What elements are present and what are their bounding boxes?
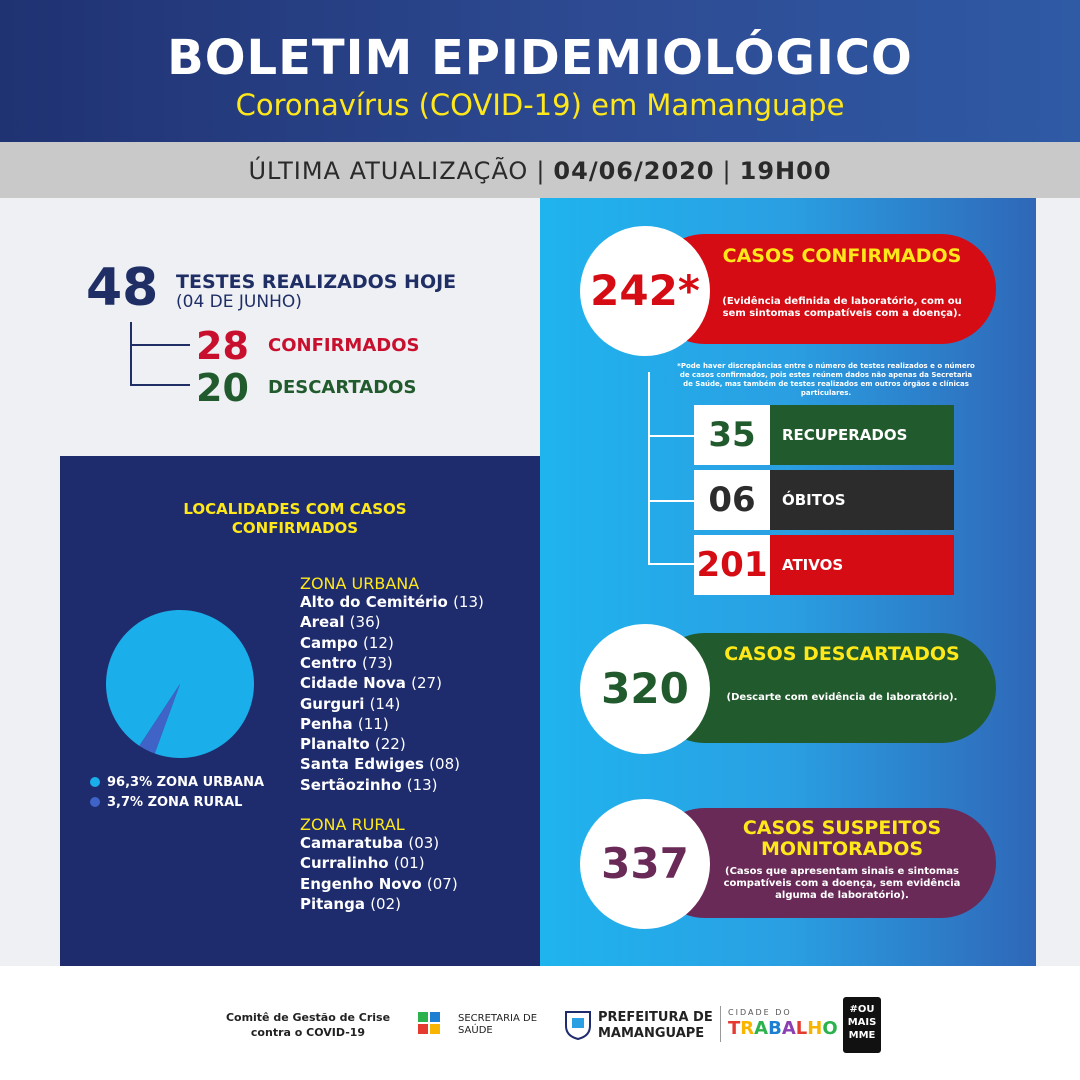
- cidade-logo-letter: H: [807, 1018, 823, 1039]
- active-label: ATIVOS: [770, 535, 954, 595]
- locality-count: (13): [406, 775, 438, 794]
- secretaria-line-1: SECRETARIA DE: [458, 1013, 538, 1024]
- footer-divider: [720, 1006, 721, 1042]
- discarded-value: 320: [580, 624, 710, 754]
- cidade-logo-letter: A: [781, 1018, 796, 1039]
- footer: [0, 966, 1080, 1080]
- suspect-description: (Casos que apresentam sinais e sintomas compatíveis com a doença, sem evidência alguma de laboratório).: [723, 866, 961, 901]
- legend-urban-dot: [90, 777, 100, 787]
- tests-tree-branch: [130, 344, 190, 346]
- locality-name: Santa Edwiges: [300, 755, 430, 774]
- legend-urban-label: 96,3% ZONA URBANA: [107, 775, 265, 790]
- tests-discarded-value: 20: [196, 366, 249, 410]
- locality-name: Planalto: [300, 735, 375, 754]
- outcomes-tree-branch: [648, 435, 694, 437]
- rural-locality-item: [300, 854, 425, 872]
- urban-locality-item: [300, 654, 393, 672]
- locality-name: Sertãozinho: [300, 775, 407, 794]
- locality-count: (02): [370, 894, 401, 913]
- badge-line-2: MAIS: [847, 1017, 877, 1028]
- cidade-logo-letter: L: [795, 1018, 808, 1039]
- locality-name: Centro: [300, 653, 362, 672]
- tests-confirmed-value: 28: [196, 324, 249, 368]
- urban-locality-item: [300, 613, 380, 631]
- locality-name: Camaratuba: [300, 834, 409, 852]
- tests-tree-branch: [130, 384, 190, 386]
- locality-count: (03): [408, 834, 440, 852]
- locality-count: (22): [374, 735, 406, 754]
- urban-locality-item: [300, 634, 394, 652]
- legend-rural-dot: [90, 797, 100, 807]
- rural-locality-item: [300, 875, 458, 893]
- urban-locality-item: [300, 755, 460, 773]
- outcomes-tree-branch: [648, 500, 694, 502]
- urban-locality-item: [300, 695, 400, 713]
- update-bar: [0, 142, 1080, 198]
- locality-count: (73): [361, 653, 393, 672]
- update-separator-2: |: [722, 157, 732, 185]
- committee-text: Comitê de Gestão de Crise contra o COVID-19: [225, 1011, 391, 1039]
- localities-title: LOCALIDADES COM CASOS CONFIRMADOS: [183, 500, 407, 537]
- urban-locality-item: [300, 735, 406, 753]
- locality-count: (08): [429, 755, 460, 774]
- tests-total: 48: [86, 258, 159, 318]
- urban-locality-item: [300, 593, 484, 611]
- cidade-logo-letter: B: [768, 1018, 782, 1039]
- active-value: 201: [694, 535, 770, 595]
- locality-count: (07): [426, 874, 458, 893]
- update-separator-1: |: [536, 157, 546, 185]
- locality-count: (01): [393, 854, 425, 873]
- discarded-description: (Descarte com evidência de laboratório).: [726, 692, 958, 703]
- legend-rural-label: 3,7% ZONA RURAL: [107, 795, 243, 810]
- locality-count: (12): [363, 633, 394, 652]
- cidade-logo-main: [728, 1018, 838, 1039]
- urban-locality-item: [300, 674, 442, 692]
- locality-count: (36): [349, 613, 381, 632]
- locality-name: Pitanga: [300, 894, 371, 913]
- recovered-value: 35: [694, 405, 770, 465]
- rural-zone-title: ZONA RURAL: [300, 815, 405, 834]
- tests-confirmed-label: CONFIRMADOS: [268, 335, 420, 356]
- page-title: BOLETIM EPIDEMIOLÓGICO: [167, 30, 913, 86]
- cidade-logo-letter: R: [740, 1018, 755, 1039]
- locality-name: Cidade Nova: [300, 674, 412, 693]
- locality-count: (13): [453, 593, 484, 611]
- update-label: ÚLTIMA ATUALIZAÇÃO: [248, 157, 529, 185]
- urban-locality-item: [300, 776, 438, 794]
- rural-locality-item: [300, 834, 439, 852]
- locality-count: (14): [369, 694, 401, 713]
- locality-name: Areal: [300, 613, 350, 632]
- secretaria-logo-text: [458, 1013, 537, 1037]
- urban-locality-item: [300, 715, 389, 733]
- prefeitura-line-1: PREFEITURA DE: [598, 1010, 713, 1025]
- prefeitura-line-2: MAMANGUAPE: [598, 1026, 705, 1041]
- tests-date: (04 DE JUNHO): [176, 292, 302, 312]
- update-date: 04/06/2020: [553, 157, 715, 185]
- recovered-label: RECUPERADOS: [770, 405, 954, 465]
- locality-name: Gurguri: [300, 694, 370, 713]
- rural-locality-item: [300, 895, 401, 913]
- discarded-title: CASOS DESCARTADOS: [724, 643, 960, 665]
- urban-zone-title: ZONA URBANA: [300, 574, 420, 593]
- legend-urban: [90, 775, 264, 790]
- health-cross-icon: [418, 1012, 452, 1038]
- zone-pie-chart: [104, 608, 256, 760]
- locality-count: (27): [411, 674, 442, 693]
- confirmed-value: 242*: [580, 226, 710, 356]
- legend-rural: [90, 795, 242, 810]
- confirmed-description: (Evidência definida de laboratório, com ou sem sintomas compatíveis com a doença).: [722, 296, 962, 319]
- locality-name: Penha: [300, 714, 358, 733]
- badge-line-3: MME: [848, 1030, 876, 1041]
- deaths-label: ÓBITOS: [770, 470, 954, 530]
- locality-count: (11): [357, 714, 389, 733]
- discrepancy-note: *Pode haver discrepâncias entre o número de testes realizados e o número de casos confirmados, pois estes reúnem dados não apenas da Secretaria de Saúde, mas também de testes realizados em outros órgãos e clínicas particulares.: [677, 362, 975, 397]
- suspect-value: 337: [580, 799, 710, 929]
- deaths-value: 06: [694, 470, 770, 530]
- badge-line-1: #OU: [849, 1004, 875, 1015]
- locality-name: Alto do Cemitério: [300, 593, 454, 611]
- cidade-logo-letter: O: [822, 1018, 838, 1039]
- cidade-logo-letter: T: [728, 1018, 741, 1039]
- outcomes-tree-line: [648, 372, 650, 564]
- cidade-logo-letter: A: [754, 1018, 769, 1039]
- tests-title: TESTES REALIZADOS HOJE: [176, 271, 457, 293]
- locality-name: Engenho Novo: [300, 874, 427, 893]
- cidade-logo-top: CIDADE DO: [728, 1008, 792, 1017]
- confirmed-title: CASOS CONFIRMADOS: [722, 245, 962, 267]
- outcomes-tree-branch: [648, 563, 694, 565]
- secretaria-line-2: SAÚDE: [458, 1025, 493, 1036]
- page-subtitle: Coronavírus (COVID-19) em Mamanguape: [235, 88, 845, 122]
- tests-tree-line: [130, 322, 132, 386]
- suspect-title: CASOS SUSPEITOS MONITORADOS: [742, 817, 942, 860]
- campaign-badge: [843, 997, 881, 1053]
- tests-discarded-label: DESCARTADOS: [268, 377, 417, 398]
- update-time: 19H00: [739, 157, 832, 185]
- prefeitura-logo-text: [598, 1010, 713, 1042]
- city-crest-icon: [563, 1008, 593, 1040]
- locality-name: Campo: [300, 633, 364, 652]
- locality-name: Curralinho: [300, 854, 394, 873]
